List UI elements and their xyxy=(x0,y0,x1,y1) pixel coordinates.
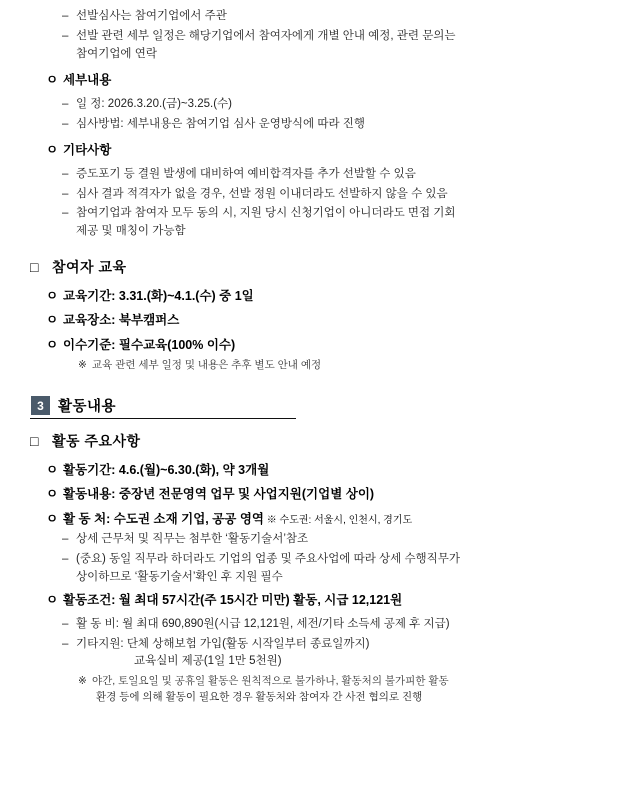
dash-marker: – xyxy=(62,29,69,42)
circle-marker: ㅇ xyxy=(46,337,59,352)
list-item-text: 이수기준: 필수교육(100% 이수) xyxy=(63,337,236,352)
note-text: 교육 관련 세부 일정 및 내용은 추후 별도 안내 예정 xyxy=(92,358,322,371)
circle-marker: ㅇ xyxy=(46,593,59,608)
list-item-continuation: 제공 및 매칭이 가능함 xyxy=(76,225,186,238)
list-item xyxy=(62,28,630,46)
square-marker: □ xyxy=(30,433,39,450)
list-item-text: 심사 결과 적격자가 없을 경우, 선발 정원 이내더라도 선발하지 않을 수 있음 xyxy=(76,187,448,200)
section-heading-activity-main xyxy=(30,431,630,453)
section-heading-text: 활동 주요사항 xyxy=(52,433,141,450)
list-item-text xyxy=(63,510,630,529)
dash-marker: – xyxy=(62,637,69,650)
note-item xyxy=(78,673,630,689)
list-item xyxy=(62,166,630,184)
list-item-text: 활 동 비: 월 최대 690,890원(시급 12,121원, 세전/기타 소득세 공제 후 지급) xyxy=(76,617,450,630)
subsection-heading-sebunaeyong xyxy=(46,71,630,90)
list-item xyxy=(62,116,630,134)
dash-marker: – xyxy=(62,187,69,200)
subsection-heading-text: 세부내용 xyxy=(63,73,112,88)
list-item-text: 교육기간: 3.31.(화)~4.1.(수) 중 1일 xyxy=(63,288,254,303)
list-item-text: 상세 근무처 및 직무는 첨부한 ‘활동기술서’참조 xyxy=(76,532,309,545)
list-item xyxy=(46,510,630,529)
circle-marker: ㅇ xyxy=(46,288,59,303)
dash-marker: – xyxy=(62,207,69,220)
section-header-activity xyxy=(30,395,296,419)
section-heading-participant-education xyxy=(30,257,630,279)
asterisk-marker: ※ xyxy=(78,675,87,688)
list-item xyxy=(46,461,630,480)
dash-marker: – xyxy=(62,10,69,22)
circle-marker: ㅇ xyxy=(46,313,59,328)
note-item xyxy=(78,357,630,373)
subsection-heading-gitasahang xyxy=(46,141,630,160)
sub-support-line: 교육실비 제공(1일 1만 5천원) xyxy=(134,655,282,668)
list-item xyxy=(62,205,630,223)
list-item-text: 참여기업과 참여자 모두 동의 시, 지원 당시 신청기업이 아니더라도 면접 기회 xyxy=(76,207,456,220)
section-title-text: 활동내용 xyxy=(58,399,117,416)
list-item xyxy=(62,8,630,26)
list-item-text: (중요) 동일 직무라 하더라도 기업의 업종 및 주요사업에 따라 상세 수행직무가 xyxy=(76,552,460,565)
document-page xyxy=(0,8,630,791)
circle-marker: ㅇ xyxy=(46,487,59,502)
list-item-text: 교육장소: 북부캠퍼스 xyxy=(63,313,180,328)
list-item xyxy=(62,531,630,549)
list-item-text: 일 정: 2026.3.20.(금)~3.25.(수) xyxy=(76,97,232,110)
list-item-text: 증도포기 등 결원 발생에 대비하여 예비합격자를 추가 선발할 수 있음 xyxy=(76,167,416,180)
list-item xyxy=(62,186,630,204)
list-item xyxy=(46,485,630,504)
list-item xyxy=(62,96,630,114)
list-item xyxy=(46,287,630,306)
square-marker: □ xyxy=(30,259,39,276)
circle-marker: ㅇ xyxy=(46,73,59,88)
dash-marker: – xyxy=(62,97,69,110)
section-number-badge: 3 xyxy=(31,396,50,415)
list-item-text: 활동조건: 월 최대 57시간(주 15시간 미만) 활동, 시급 12,121원 xyxy=(63,593,403,608)
list-item-text: 활동내용: 중장년 전문영역 업무 및 사업지원(기업별 상이) xyxy=(63,487,375,502)
section-heading-text: 참여자 교육 xyxy=(52,259,127,276)
dash-marker: – xyxy=(62,167,69,180)
list-item xyxy=(62,636,630,654)
list-item xyxy=(46,311,630,330)
list-item-text: 선발 관련 세부 일정은 해당기업에서 참여자에게 개별 안내 예정, 관련 문의는 xyxy=(76,29,456,42)
circle-marker: ㅇ xyxy=(46,511,59,526)
list-item-suffix-note: ※ 수도권: 서울시, 인천시, 경기도 xyxy=(264,514,413,526)
dash-marker: – xyxy=(62,117,69,130)
list-item-main-text: 활 동 처: 수도권 소재 기업, 공공 영역 xyxy=(63,511,264,526)
list-item-continuation: 상이하므로 ‘활동기술서’확인 후 지원 필수 xyxy=(76,570,283,583)
list-item-text: 활동기간: 4.6.(월)~6.30.(화), 약 3개월 xyxy=(63,462,270,477)
dash-marker: – xyxy=(62,532,69,545)
subsection-heading-text: 기타사항 xyxy=(63,143,112,158)
list-item xyxy=(62,551,630,569)
note-text: 야간, 토일요일 및 공휴일 활동은 원칙적으로 불가하나, 활동처의 불가피한 활동 xyxy=(92,675,449,688)
list-item-continuation: 참여기업에 연락 xyxy=(76,47,157,60)
note-continuation: 환경 등에 의해 활동이 필요한 경우 활동처와 참여자 간 사전 협의로 진행 xyxy=(96,691,423,704)
asterisk-marker: ※ xyxy=(78,358,87,371)
list-item xyxy=(46,336,630,355)
circle-marker: ㅇ xyxy=(46,462,59,477)
list-item-text: 심사방법: 세부내용은 참여기업 심사 운영방식에 따라 진행 xyxy=(76,117,365,130)
circle-marker: ㅇ xyxy=(46,143,59,158)
list-item xyxy=(46,591,630,610)
list-item-text: 기타지원: 단체 상해보험 가입(활동 시작일부터 종료일까지) xyxy=(76,637,370,650)
dash-marker: – xyxy=(62,552,69,565)
list-item-text: 선발심사는 참여기업에서 주관 xyxy=(76,10,227,22)
dash-marker: – xyxy=(62,617,69,630)
list-item xyxy=(62,616,630,634)
